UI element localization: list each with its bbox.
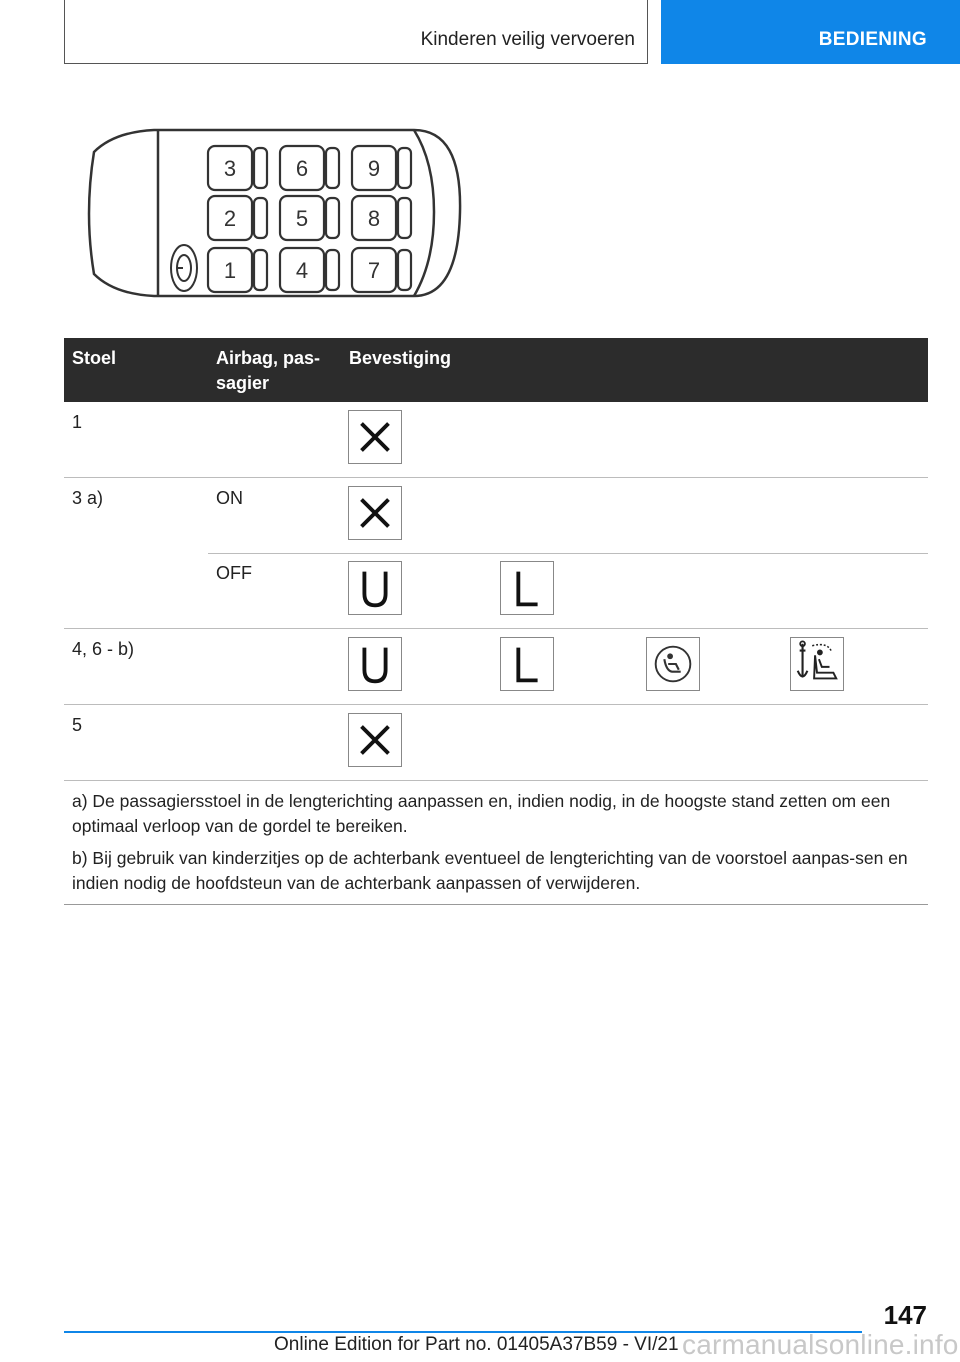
child-seat-icon (646, 637, 700, 691)
vehicle-seat-diagram (84, 122, 464, 304)
chapter-tab[interactable] (661, 0, 960, 64)
seat-5 (280, 196, 339, 240)
table-row (64, 553, 928, 629)
seat-1 (208, 248, 267, 292)
seat-cell: 5 (72, 715, 83, 735)
footnote-b: b) Bij gebruik van kinderzitjes op de achterbank eventueel de lengterichting van de voorstoel aanpas-sen en indien nodig de hoofdsteun van de achterbank aanpassen of verwijderen. (72, 848, 908, 893)
seat-number: 3 (223, 156, 237, 181)
seat-4 (280, 248, 339, 292)
not-allowed-icon (348, 486, 402, 540)
airbag-cell: ON (216, 488, 243, 508)
lying-l-icon (500, 637, 554, 691)
seat-number: 1 (223, 258, 237, 283)
isofix-anchor-icon (790, 637, 844, 691)
seat-7 (352, 248, 411, 292)
table-row (64, 402, 928, 478)
chapter-tab-label: BEDIENING (818, 29, 927, 50)
table-footnotes (64, 781, 928, 905)
seat-number: 6 (295, 156, 309, 181)
not-allowed-icon (348, 410, 402, 464)
header-section-box (64, 0, 648, 64)
seat-number: 9 (367, 156, 381, 181)
section-title: Kinderen veilig vervoeren (420, 29, 635, 50)
child-seat-table (64, 338, 928, 905)
seat-cell: 1 (72, 412, 83, 432)
footnote-a: a) De passagiersstoel in de lengterichting aanpassen en, indien nodig, in de hoogste stand zetten om een optimaal verloop van de gordel te bereiken. (72, 791, 891, 836)
table-row (64, 629, 928, 705)
col-header-mounting: Bevestiging (349, 348, 452, 368)
col-header-seat: Stoel (72, 348, 117, 368)
seat-2 (208, 196, 267, 240)
universal-u-icon (348, 561, 402, 615)
seat-cell: 4, 6 - b) (72, 639, 135, 659)
seat-number: 8 (367, 206, 381, 231)
table-row (64, 705, 928, 781)
table-header (64, 338, 928, 402)
seatbelt-lock-icon (171, 245, 197, 291)
seat-number: 2 (223, 206, 237, 231)
seat-8 (352, 196, 411, 240)
seat-9 (352, 146, 411, 190)
col-header-airbag: Airbag, pas- sagier (216, 348, 321, 393)
airbag-cell: OFF (216, 563, 252, 583)
table-row (64, 478, 928, 553)
watermark: carmanualsonline.info (682, 1329, 959, 1360)
seat-number: 7 (367, 258, 381, 283)
seat-3 (208, 146, 267, 190)
seat-number: 4 (295, 258, 309, 283)
not-allowed-icon (348, 713, 402, 767)
seat-cell: 3 a) (72, 488, 104, 508)
edition-text: Online Edition for Part no. 01405A37B59 - VI/21 (274, 1334, 679, 1355)
seat-number: 5 (295, 206, 309, 231)
page-number: 147 (883, 1300, 927, 1330)
seat-6 (280, 146, 339, 190)
universal-u-icon (348, 637, 402, 691)
lying-l-icon (500, 561, 554, 615)
